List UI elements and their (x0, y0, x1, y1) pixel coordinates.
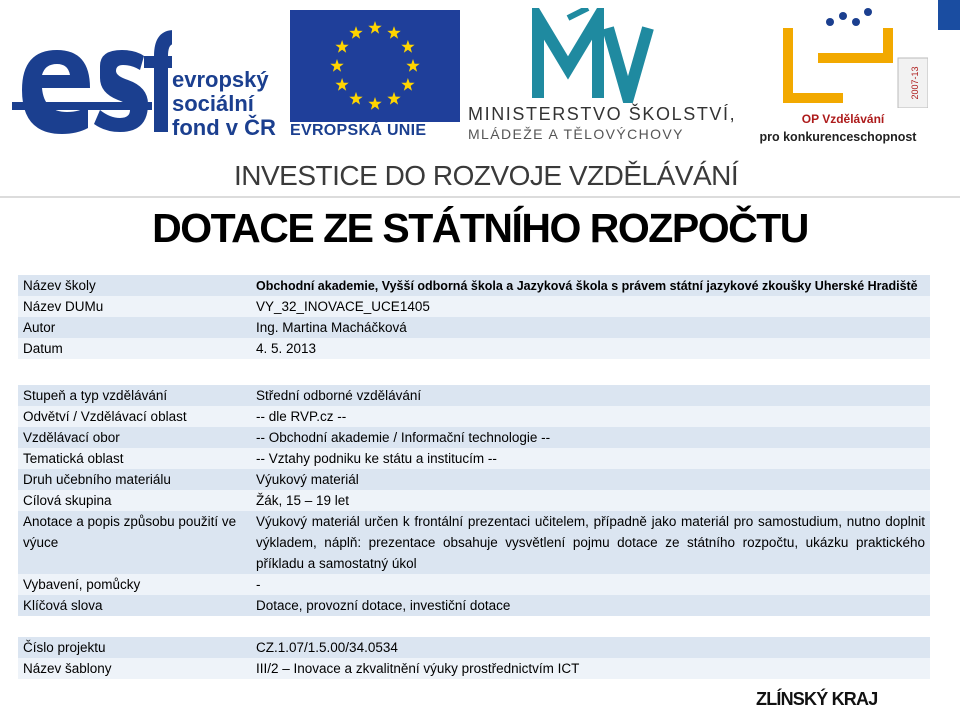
row-label: Stupeň a typ vzdělávání (18, 385, 251, 406)
row-label: Vybavení, pomůcky (18, 574, 251, 595)
table-row (18, 406, 930, 427)
investice-banner: INVESTICE DO ROZVOJE VZDĚLÁVÁNÍ (234, 160, 739, 191)
op-logo (748, 8, 928, 148)
row-value: CZ.1.07/1.5.00/34.0534 (251, 637, 930, 658)
esf-mark-icon (12, 20, 172, 150)
esf-logo (12, 20, 282, 150)
row-label: Anotace a popis způsobu použití ve výuce (18, 511, 251, 574)
op-text-line1: OP Vzdělávání (801, 112, 885, 126)
eu-logo (290, 10, 460, 145)
row-value: Žák, 15 – 19 let (251, 490, 930, 511)
msmt-logo (468, 8, 743, 143)
row-value: Dotace, provozní dotace, investiční dotace (251, 595, 930, 616)
table-row (18, 317, 930, 338)
row-value: -- Vztahy podniku ke státu a institucím -- (251, 448, 930, 469)
row-label: Autor (18, 317, 251, 338)
row-value: -- Obchodní akademie / Informační technologie -- (251, 427, 930, 448)
row-value: Ing. Martina Macháčková (251, 317, 930, 338)
table-row (18, 448, 930, 469)
table-row (18, 574, 930, 595)
table-row (18, 427, 930, 448)
row-label: Vzdělávací obor (18, 427, 251, 448)
table-row (18, 595, 930, 616)
row-label: Klíčová slova (18, 595, 251, 616)
row-label: Název školy (18, 275, 251, 296)
row-value: III/2 – Inovace a zkvalitnění výuky prostřednictvím ICT (251, 658, 930, 679)
row-label: Druh učebního materiálu (18, 469, 251, 490)
zlinsky-kraj-logo: ZLÍNSKÝ KRAJ (756, 689, 878, 709)
eu-flag-icon (290, 10, 460, 122)
row-value: VY_32_INOVACE_UCE1405 (251, 296, 930, 317)
esf-text-line1: evropský (172, 67, 269, 92)
material-info-table (18, 385, 930, 616)
table-row (18, 275, 930, 296)
table-row (18, 511, 930, 574)
row-value: -- dle RVP.cz -- (251, 406, 930, 427)
row-label: Název šablony (18, 658, 251, 679)
row-value: 4. 5. 2013 (251, 338, 930, 359)
divider (0, 196, 960, 198)
row-label: Cílová skupina (18, 490, 251, 511)
table-row (18, 385, 930, 406)
page-title: DOTACE ZE STÁTNÍHO ROZPOČTU (152, 205, 808, 251)
msmt-text-line1: MINISTERSTVO ŠKOLSTVÍ, (468, 104, 737, 124)
row-value: Výukový materiál (251, 469, 930, 490)
row-value: - (251, 574, 930, 595)
op-years: 2007-13 (910, 66, 920, 100)
esf-text-line2: sociální (172, 91, 254, 116)
table-row (18, 469, 930, 490)
corner-decoration (938, 0, 960, 30)
row-label: Odvětví / Vzdělávací oblast (18, 406, 251, 427)
table-row (18, 658, 930, 679)
row-value: Obchodní akademie, Vyšší odborná škola a Jazyková škola s právem státní jazykové zkoušky Uherské Hradiště (251, 275, 930, 296)
row-label: Číslo projektu (18, 637, 251, 658)
esf-text-line3: fond v ČR (172, 115, 276, 140)
msmt-text-line2: MLÁDEŽE A TĚLOVÝCHOVY (468, 126, 684, 142)
school-info-table (18, 275, 930, 359)
msmt-mark-icon (468, 8, 668, 103)
table-row (18, 637, 930, 658)
row-value: Výukový materiál určen k frontální prezentaci učitelem, případně jako materiál pro samostudium, nutno doplnit výkladem, náplň: prezentace obsahuje vysvětlení pojmu dotace ze státního rozpočtu, ukázku praktického příkladu a samostatný úkol (251, 511, 930, 574)
row-value: Střední odborné vzdělávání (251, 385, 930, 406)
row-label: Název DUMu (18, 296, 251, 317)
project-info-table (18, 637, 930, 679)
table-row (18, 490, 930, 511)
row-label: Datum (18, 338, 251, 359)
row-label: Tematická oblast (18, 448, 251, 469)
op-text-line2: pro konkurenceschopnost (759, 130, 917, 144)
op-mark-icon (748, 8, 928, 108)
table-row (18, 296, 930, 317)
table-row (18, 338, 930, 359)
logo-band (0, 0, 960, 200)
eu-text: EVROPSKÁ UNIE (290, 122, 427, 139)
